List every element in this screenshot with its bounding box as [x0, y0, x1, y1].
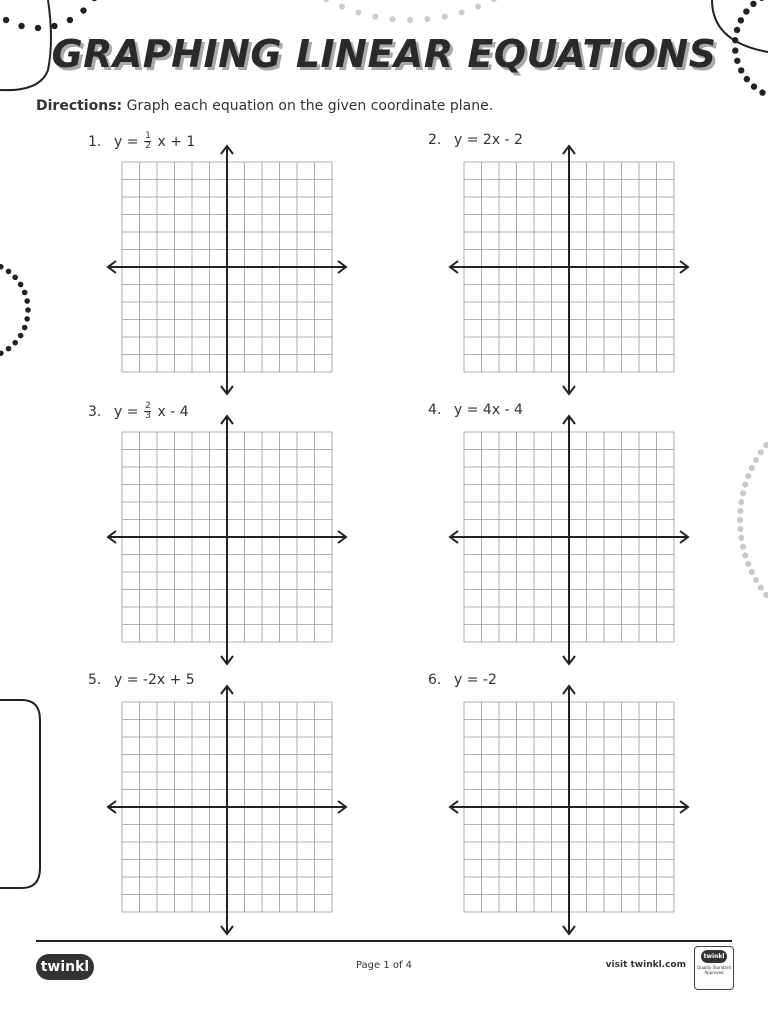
footer-divider [36, 940, 732, 942]
equation-text: y = 2x - 2 [454, 132, 523, 148]
problem-number: 2. [428, 132, 442, 148]
equation-text: y = 4x - 4 [454, 402, 523, 418]
equation-text: y = [114, 133, 139, 150]
problem-number: 1. [88, 133, 102, 150]
badge-text: Quality Standard Approved [697, 965, 731, 975]
directions-label: Directions: [36, 98, 123, 114]
problem-number: 3. [88, 403, 102, 420]
coordinate-plane-6[interactable] [446, 684, 692, 936]
coordinate-plane-2[interactable] [446, 144, 692, 396]
fraction-denominator: 2 [145, 141, 151, 151]
page-number: Page 1 of 4 [355, 960, 413, 971]
badge-logo: twinkl [701, 950, 727, 963]
equation-text-rest: x - 4 [157, 403, 189, 420]
problem-number: 5. [88, 672, 102, 688]
equation-text-rest: x + 1 [157, 133, 196, 150]
problem-number: 6. [428, 672, 442, 688]
visit-link[interactable]: visit twinkl.com [605, 960, 686, 970]
twinkl-logo: twinkl [36, 954, 94, 980]
coordinate-plane-5[interactable] [104, 684, 350, 936]
equation-text: y = -2x + 5 [114, 672, 195, 688]
quality-badge-icon [694, 946, 734, 990]
fraction-denominator: 3 [145, 411, 151, 421]
fraction-numerator: 2 [145, 401, 151, 411]
fraction-numerator: 1 [145, 131, 151, 141]
problem-number: 4. [428, 402, 442, 418]
directions-text: Graph each equation on the given coordinate plane. [126, 98, 494, 114]
directions [36, 98, 493, 114]
equation-text: y = [114, 403, 139, 420]
equation-text: y = -2 [454, 672, 497, 688]
page-title: GRAPHING LINEAR EQUATIONS [51, 32, 717, 76]
coordinate-plane-4[interactable] [446, 414, 692, 666]
